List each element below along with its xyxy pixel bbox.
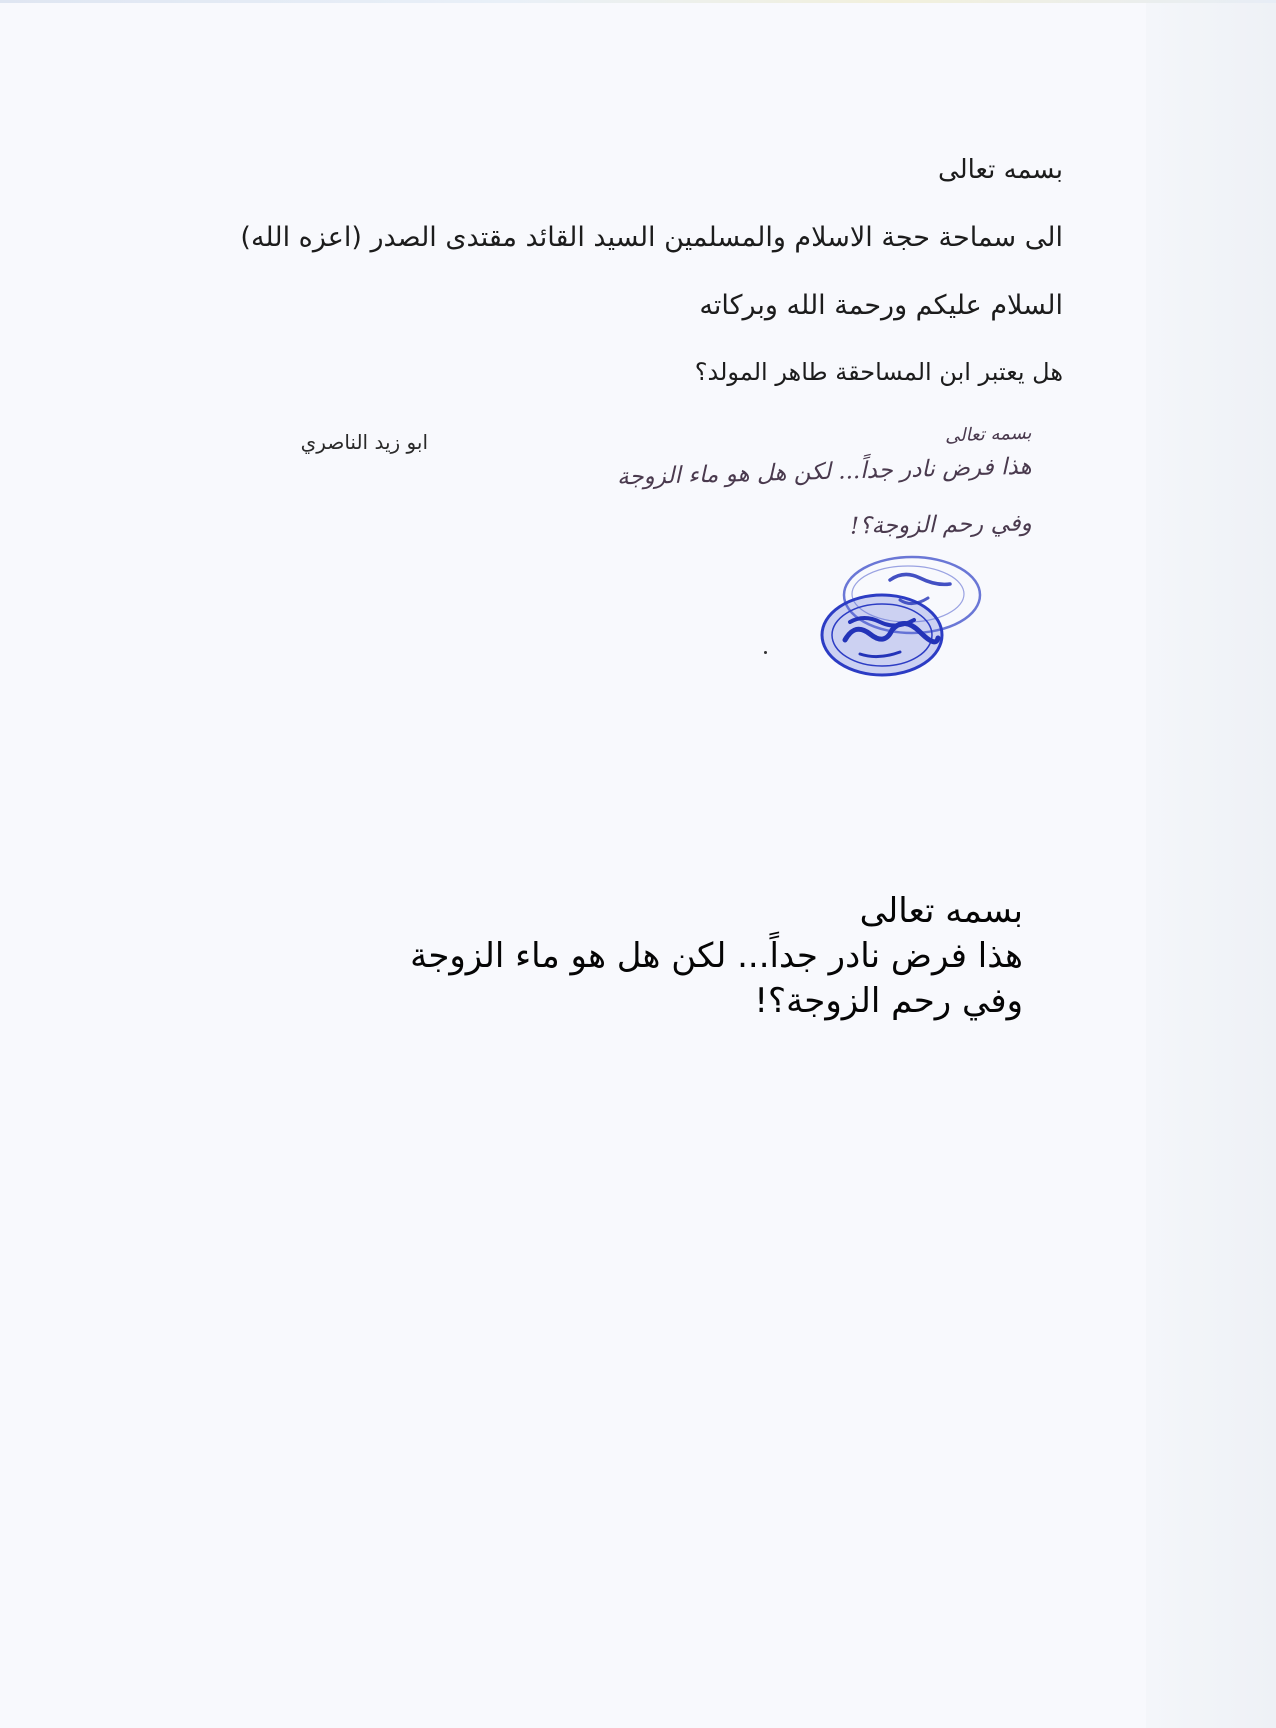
scan-speck [764, 651, 767, 654]
reply-transcript [410, 889, 1023, 1024]
letter-greeting: السلام عليكم ورحمة الله وبركاته [699, 290, 1063, 321]
letter-question: هل يعتبر ابن المساحقة طاهر المولد؟ [694, 358, 1063, 386]
scan-edge [1146, 0, 1276, 1728]
ink-stamp-icon [820, 550, 990, 680]
letter-address: الى سماحة حجة الاسلام والمسلمين السيد القائد مقتدى الصدر (اعزه الله) [240, 222, 1063, 253]
transcript-line-2: هذا فرض نادر جداً... لكن هل هو ماء الزوجة [410, 936, 1023, 976]
letter-sender-name: ابو زيد الناصري [300, 430, 428, 454]
handwritten-reply-line-3: وفي رحم الزوجة؟! [850, 510, 1033, 540]
transcript-line-3: وفي رحم الزوجة؟! [754, 981, 1023, 1021]
handwritten-reply-line-2: هذا فرض نادر جداً... لكن هل هو ماء الزوجة [617, 453, 1033, 491]
scan-top-edge [0, 0, 1276, 3]
transcript-line-1: بسمه تعالى [859, 891, 1023, 931]
handwritten-reply-line-1: بسمه تعالى [945, 422, 1033, 447]
letter-basmala: بسمه تعالى [938, 155, 1063, 185]
